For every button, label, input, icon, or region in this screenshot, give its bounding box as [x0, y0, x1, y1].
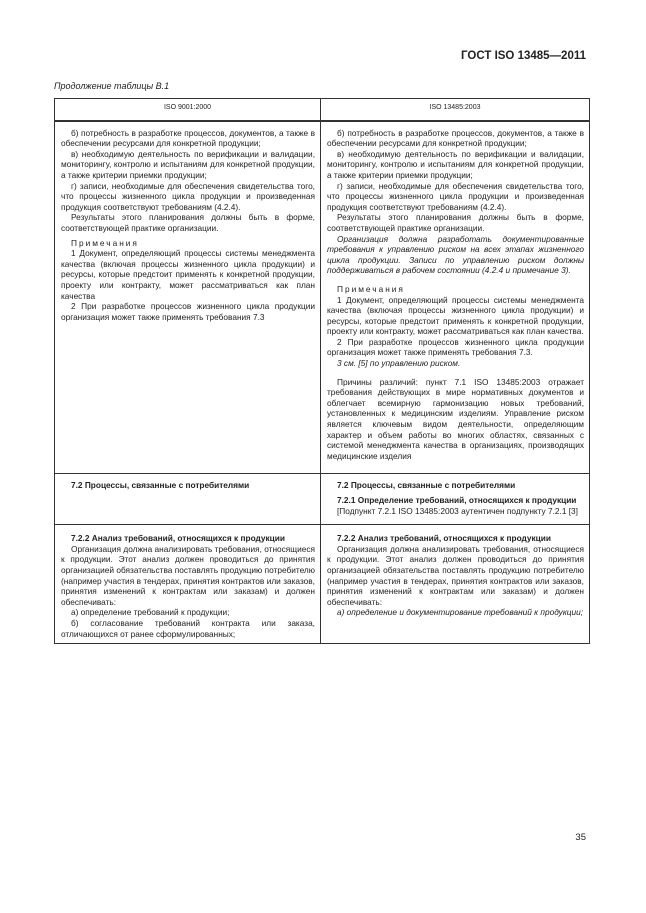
table-caption: Продолжение таблицы В.1 — [54, 81, 170, 91]
cell-iso13485 — [321, 474, 590, 525]
table-row — [55, 474, 590, 525]
difference-reason: Причины различий: пункт 7.1 ISO 13485:2003 отражает требования действующих в мире нормативных документов и облегчает всемирную гармонизацию новых требований, установленных к медицинским изделиям. Управление риском является ключевым видом деятельности, определяющим характер и объем работы во многих областях, связанных с системой менеджмента качества в организациях, производящих медицинские изделия — [327, 376, 584, 461]
section-title: 7.2.2 Анализ требований, относящихся к продукции — [71, 533, 285, 544]
column-header-iso9001: ISO 9001:2000 — [55, 99, 321, 121]
cell-iso9001 — [55, 120, 321, 474]
section-title: 7.2 Процессы, связанные с потребителями — [337, 480, 516, 491]
cell-iso9001 — [55, 474, 321, 525]
paragraph: г) записи, необходимые для обеспечения свидетельства того, что процессы жизненного цикла продукции и произведенная продукция соответствуют требованиям (4.2.4). — [61, 180, 315, 212]
paragraph: Организация должна анализировать требования, относящиеся к продукции. Этот анализ должен проводиться до принятия организацией обязательства поставлять продукцию потребителю (например участия в тендерах, принятия контрактов или заказов, принятия изменений к контрактам или заказам) и должен обеспечивать: — [61, 543, 315, 607]
list-item: а) определение требований к продукции; — [71, 607, 230, 618]
paragraph: б) потребность в разработке процессов, документов, а также в обеспечении ресурсами для конкретной продукции; — [327, 127, 584, 149]
cell-iso9001 — [55, 525, 321, 644]
note: 3 см. [5] по управлению риском. — [337, 358, 461, 369]
paragraph: в) необходимую деятельность по верификации и валидации, мониторингу, контролю и испытаниям для конкретной продукции, а также критерии приемки продукции; — [61, 148, 315, 180]
paragraph: б) потребность в разработке процессов, документов, а также в обеспечении ресурсами для конкретной продукции; — [61, 127, 315, 149]
table-row — [55, 120, 590, 474]
paragraph: Результаты этого планирования должны быть в форме, соответствующей практике организации. — [61, 212, 315, 233]
note: 1 Документ, определяющий процессы системы менеджмента качества (включая процессы жизненного цикла продукции) и ресурсы, которые предстоит применять к конкретной продукции, проекту или контракту, может рассматриваться как план качества — [61, 248, 315, 301]
page-number: 35 — [575, 832, 586, 843]
paragraph: в) необходимую деятельность по верификации и валидации, мониторингу, контролю и испытаниям для конкретной продукции, а также критерии приемки продукции; — [327, 148, 584, 180]
note: 2 При разработке процессов жизненного цикла продукции организация может также применять требования 7.3 — [61, 301, 315, 322]
list-item: а) определение и документирование требований к продукции; — [337, 607, 584, 618]
column-header-row — [55, 99, 590, 121]
section-title: 7.2 Процессы, связанные с потребителями — [71, 480, 250, 491]
paragraph: Результаты этого планирования должны быть в форме, соответствующей практике организации. — [327, 212, 584, 233]
paragraph: Организация должна анализировать требования, относящиеся к продукции. Этот анализ должен проводиться до принятия организацией обязательства поставлять продукцию потребителю (например участия в тендерах, принятия контрактов или заказов, принятия изменений к контрактам или заказам) и должен обеспечивать: — [327, 543, 584, 607]
document-header: ГОСТ ISO 13485—2011 — [461, 50, 586, 62]
column-header-iso13485: ISO 13485:2003 — [321, 99, 590, 121]
list-item: б) согласование требований контракта или заказа, отличающихся от ранее сформулированных; — [61, 617, 315, 639]
note: 1 Документ, определяющий процессы системы менеджмента качества (включая процессы жизненного цикла продукции) и ресурсы, которые предстоит применять к конкретной продукции, проекту или контракту, может рассматриваться как план качества. — [327, 294, 584, 337]
paragraph: г) записи, необходимые для обеспечения свидетельства того, что процессы жизненного цикла продукции и произведенная продукция соответствуют требованиям (4.2.4). — [327, 180, 584, 212]
paragraph-added-requirement: Организация должна разработать документированные требования к управлению риском на всех этапах жизненного цикла продукции. Записи по управлению риском должны поддерживаться в рабочем состоянии (4.2.4 и примечание 3). — [327, 233, 584, 276]
cell-iso13485 — [321, 525, 590, 644]
table-row — [55, 525, 590, 644]
note: 2 При разработке процессов жизненного цикла продукции организация может также применять требования 7.3. — [327, 336, 584, 358]
notes-title: Примечания — [71, 237, 139, 248]
cell-iso13485 — [321, 120, 590, 474]
notes-title: Примечания — [337, 283, 405, 294]
subsection-title: 7.2.1 Определение требований, относящихся к продукции — [337, 495, 577, 505]
paragraph: [Подпункт 7.2.1 ISO 13485:2003 аутентичен подпункту 7.2.1 [3] — [337, 505, 578, 516]
comparison-table — [54, 98, 590, 644]
section-title: 7.2.2 Анализ требований, относящихся к продукции — [337, 533, 551, 544]
